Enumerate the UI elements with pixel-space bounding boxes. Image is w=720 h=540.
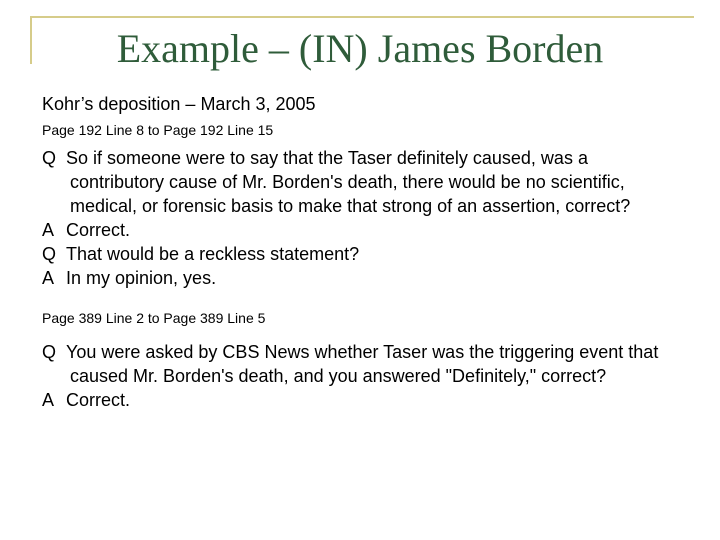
qa-block xyxy=(42,340,682,412)
qa-item xyxy=(42,242,682,266)
slide-body xyxy=(42,92,682,412)
qa-text: So if someone were to say that the Taser definitely caused, was a contributory cause of Mr. Borden's death, there would be no scientific, medical, or forensic basis to make that strong of an assertion, correct? xyxy=(66,148,631,216)
qa-block xyxy=(42,146,682,290)
qa-text: Correct. xyxy=(66,220,131,240)
qa-text: Correct. xyxy=(66,390,131,410)
qa-text: You were asked by CBS News whether Taser was the triggering event that caused Mr. Borden's death, and you answered "Definitely," correct? xyxy=(66,342,659,386)
page-reference: Page 192 Line 8 to Page 192 Line 15 xyxy=(42,122,274,138)
qa-text: In my opinion, yes. xyxy=(66,268,217,288)
qa-tag: A xyxy=(42,268,55,288)
qa-tag: Q xyxy=(42,244,57,264)
qa-tag: Q xyxy=(42,342,57,362)
qa-tag: A xyxy=(42,390,55,410)
qa-tag: A xyxy=(42,220,55,240)
deposition-line: Kohr’s deposition – March 3, 2005 xyxy=(42,94,316,114)
qa-tag: Q xyxy=(42,148,57,168)
frame-top-rule xyxy=(30,16,694,18)
page-reference: Page 389 Line 2 to Page 389 Line 5 xyxy=(42,310,266,326)
qa-text: That would be a reckless statement? xyxy=(66,244,360,264)
qa-item xyxy=(42,266,682,290)
qa-item xyxy=(42,146,682,218)
qa-item xyxy=(42,388,682,412)
qa-item xyxy=(42,340,682,388)
slide-title: Example – (IN) James Borden xyxy=(116,26,604,71)
qa-item xyxy=(42,218,682,242)
